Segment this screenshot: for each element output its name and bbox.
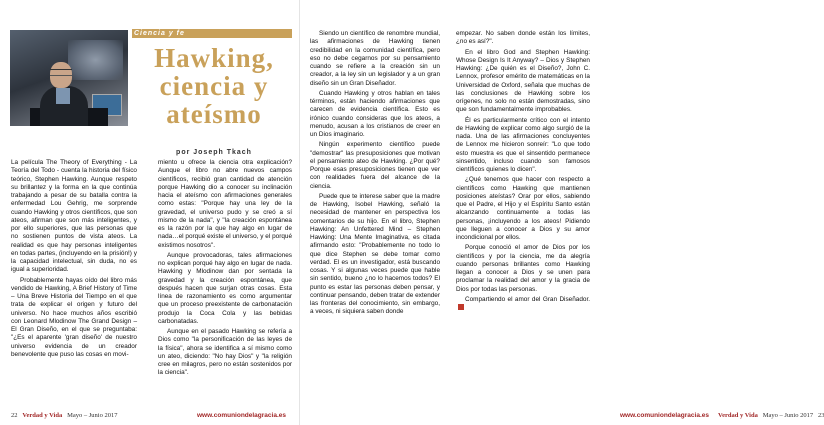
text-column	[456, 30, 590, 314]
text-column	[11, 159, 137, 361]
paragraph: Puede que te interese saber que la madre de Hawking, Isobel Hawking, señaló la necesidad de mantener en perspectiva los comentarios de su hijo. En el libro, Stephen Hawking: An Unfettered Mind – Stephen Hawking: Una Mente Imaginativa, es citada afirmando esto: "Probablemente no todo lo que dice Stephen se debe tomar como verdad. El es un investigador, está buscando cosas. Y si algunas veces puede que hable sin sentido, bueno ¿no lo hacemos todos? El punto es estar las personas deben pensar, y continuar pensando, deben tratar de extender las fronteras del conocimiento, sin embargo, a veces, ni siquiera saben donde	[310, 192, 440, 316]
end-mark-icon	[458, 304, 464, 310]
paragraph: Él es particularmente crítico con el intento de Hawking de explicar como algo surgió de la nada. Una de las afirmaciones concluyentes de Lennox me hicieron sonreír: "Lo que todo esto muestra es que el sinsentido permanece sinsentido, incluso cuando son famosos científicos quienes lo dicen".	[456, 116, 590, 173]
paragraph: Ningún experimento científico puede "demostrar" las presuposiciones que motivan el pensamiento ateo de Hawking. ¿Por qué? Porque esas presuposiciones tienen que ver con realidades fuera del alcance de la ciencia.	[310, 141, 440, 190]
magazine-name: Verdad y Vida	[718, 412, 758, 419]
paragraph: Siendo un científico de renombre mundial, las afirmaciones de Hawking tienen credibilidad en la comunidad científica, pero eso no debe cegarnos por su pensamiento cuando se refiere a la creación sin un creador, a la ley sin un legislador y a un gran diseño sin un Gran Diseñador.	[310, 30, 440, 87]
page-number: 22	[11, 412, 18, 419]
paragraph: En el libro God and Stephen Hawking: Whose Design Is It Anyway? – Dios y Stephen Hawking: ¿De quién es el Diseño?, John C. Lennox, profesor emérito de matemáticas en la Universidad de Oxford, señala que muchas de las conclusiones de Hawking sobre los orígenes, no solo no están demostradas, sino que son fundamentalmente improbables.	[456, 48, 590, 114]
section-label: Ciencia y fe	[134, 30, 185, 37]
page-number: 23	[817, 412, 824, 419]
title-line: ateísmo	[166, 99, 262, 129]
text-column	[310, 30, 440, 319]
title-line: ciencia y	[159, 71, 269, 101]
paragraph: Probablemente hayas oído del libro más vendido de Hawking, A Brief History of Time – Una Breve Historia del Tiempo en el que trata de explicar el origen y futuro del universo. No hace muchos años escribió con Leonard Mlodinow The Grand Design – El Gran Diseño, en el que se preguntaba: "¿Es el aparente 'gran diseño' de nuestro universo evidencia de un creador benevolente que puso las cosas en movi-	[11, 276, 137, 358]
paragraph: miento u ofrece la ciencia otra explicación? Aunque el libro no abre nuevos campos científicos, recibió gran cantidad de atención porque Hawking dio a conocer su inclinación hacia el ateísmo con afirmaciones generales como estas: "Porque hay una ley de la gravedad, el universo pudo y se creó a sí mismo de la nada", y "la creación espontánea es la razón por la que hay algo en lugar de nada…el porqué existe el universo, y el porqué existimos nosotros".	[158, 159, 292, 249]
footer-right	[718, 412, 824, 419]
paragraph	[456, 296, 590, 313]
paragraph: Aunque provocadoras, tales afirmaciones no explican porqué hay algo en lugar de nada. Hawking y Mlodinow dan por sentada la gravedad y la creación espontánea, que después hacen que surjan otras cosas. Esta línea de razonamiento es como argumentar que un proceso preexistente de carbonatación produjo la Coca Cola y las bebidas carbonatadas.	[158, 251, 292, 325]
paragraph: empezar. No saben donde están los límites, ¿no es así?".	[456, 30, 590, 46]
title-line: Hawking,	[154, 43, 274, 73]
issue-date: Mayo – Junio 2017	[67, 412, 118, 419]
byline: por Joseph Tkach	[176, 149, 252, 156]
paragraph: Aunque en el pasado Hawking se refería a Dios como "la personificación de las leyes de la física", ahora se identifica a sí mismo como un ateo, diciendo: "No hay Dios" y "la religión cree en milagros, pero no están sostenidos por la ciencia".	[158, 328, 292, 377]
paragraph: Cuando Hawking y otros hablan en tales términos, están haciendo afirmaciones que carecen de evidencia científica. Esto es irónico cuando consideras que los ateos, a menudo, acusan a los cristianos de creer en un Dios imaginario.	[310, 89, 440, 138]
paragraph: La película The Theory of Everything - La Teoría del Todo - cuenta la historia del físico teórico, Stephen Hawking. Aunque respeto su brillantez y la forma en la que continúa trabajando a pesar de su batalla contra la enfermedad Lou Gehrig, me sorprende cuando Hawking y otros científicos, que son ateos, afirman que son más inteligentes, y por ello superiores, que las personas que no sostienen puntos de vista ateos. La realidad es que hay personas inteligentes en todas partes, (incluyendo en la prisión!) y la capacidad intelectual, sin duda, no es igual a superioridad.	[11, 159, 137, 274]
footer-url[interactable]: www.comuniondelagracia.es	[620, 412, 709, 419]
footer-url[interactable]: www.comuniondelagracia.es	[197, 412, 286, 419]
left-page	[0, 0, 300, 425]
magazine-name: Verdad y Vida	[22, 412, 63, 419]
issue-date: Mayo – Junio 2017	[762, 412, 814, 419]
right-page	[300, 0, 824, 425]
closing-line: Compartiendo el amor del Gran Diseñador.	[465, 295, 590, 303]
stephen-hawking-photo	[10, 30, 128, 126]
text-column	[158, 159, 292, 380]
footer-left	[11, 412, 117, 419]
paragraph: Porque conoció el amor de Dios por los científicos y por la ciencia, me da alegría cuando personas brillantes como Hawking llegan a conocer a Dios y se unen para proclamar la realidad del amor y la gracia de Dios por todas las personas.	[456, 244, 590, 293]
article-title	[134, 44, 294, 128]
paragraph: ¿Qué tenemos que hacer con respecto a científicos como Hawking que mantienen posiciones ateístas? Orar por ellos, sabiendo que el Padre, el Hijo y el Espíritu Santo están alcanzando continuamente a todas las personas, ¡incluyendo a los ateos! Pidiendo que lleguen a conocer a Dios y su amor incondicional por ellos.	[456, 176, 590, 241]
